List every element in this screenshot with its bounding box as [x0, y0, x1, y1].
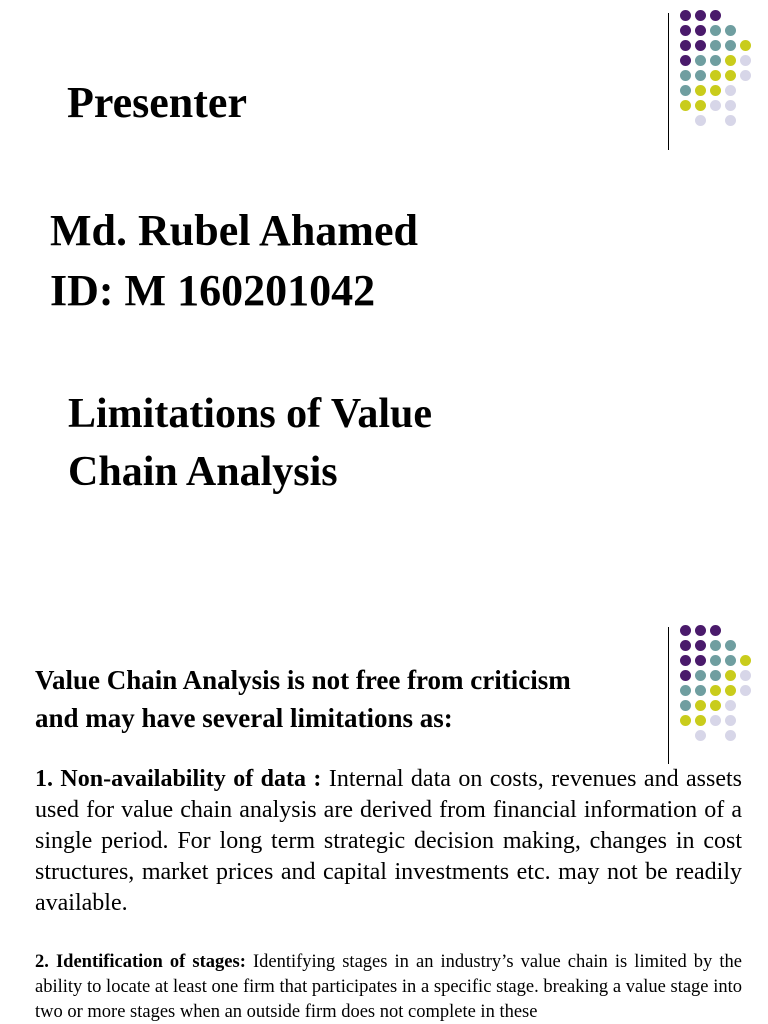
decoration-dot [710, 640, 721, 651]
decoration-dot [740, 55, 751, 66]
intro-line-2: and may have several limitations as: [35, 703, 453, 733]
decoration-dot [710, 40, 721, 51]
decorative-divider [668, 627, 669, 764]
decoration-dot [680, 40, 691, 51]
decoration-dot [680, 670, 691, 681]
decoration-dot [680, 685, 691, 696]
decoration-dot [710, 700, 721, 711]
topic-line-1: Limitations of Value [68, 391, 433, 437]
decoration-dot [680, 10, 691, 21]
limitation-1-text: Internal data on costs, revenues and assets used for value chain analysis are derived from financial information of a single period. For long term strategic decision making, changes in cost structures, market prices and capital investments etc. may not be readily available. [35, 766, 742, 916]
decoration-dot [695, 670, 706, 681]
topic-line-2: Chain Analysis [68, 449, 338, 495]
decoration-dot [725, 115, 736, 126]
decoration-dot [710, 625, 721, 636]
decoration-dot [695, 115, 706, 126]
presenter-id: ID: M 160201042 [50, 266, 376, 315]
decoration-dot [680, 640, 691, 651]
presenter-heading: Presenter [67, 78, 247, 127]
decoration-dot [725, 100, 736, 111]
decoration-dot [680, 625, 691, 636]
presenter-name: Md. Rubel Ahamed [50, 206, 418, 255]
decoration-dot [725, 670, 736, 681]
decoration-dot [725, 25, 736, 36]
decoration-dot [695, 55, 706, 66]
decoration-dot [740, 70, 751, 81]
decoration-dot [695, 625, 706, 636]
limitation-1-label: 1. Non-availability of data : [35, 766, 322, 792]
limitation-item-2 [35, 950, 742, 1024]
decoration-dot [695, 85, 706, 96]
presentation-topic [68, 385, 628, 501]
decoration-dot [725, 685, 736, 696]
decoration-dot [710, 670, 721, 681]
decoration-dot [695, 685, 706, 696]
decoration-dot [725, 715, 736, 726]
decoration-dot [710, 70, 721, 81]
decoration-dot [725, 55, 736, 66]
intro-statement [35, 661, 655, 737]
slide-2 [0, 620, 768, 1024]
decoration-dot [680, 715, 691, 726]
decoration-dot [695, 640, 706, 651]
decoration-dot [740, 40, 751, 51]
decoration-dot [740, 670, 751, 681]
decoration-dot [695, 655, 706, 666]
decorative-divider [668, 13, 669, 150]
decoration-dot [710, 85, 721, 96]
decoration-dot [710, 655, 721, 666]
limitation-item-1 [35, 764, 742, 919]
decoration-dot [680, 100, 691, 111]
intro-line-1: Value Chain Analysis is not free from criticism [35, 665, 571, 695]
decoration-dot [740, 685, 751, 696]
decoration-dot [680, 85, 691, 96]
limitation-2-label: 2. Identification of stages: [35, 952, 246, 972]
decoration-dot [695, 100, 706, 111]
decoration-dot [695, 715, 706, 726]
decoration-dot [710, 715, 721, 726]
decoration-dot [695, 730, 706, 741]
decoration-dot [710, 25, 721, 36]
limitation-2-text: Identifying stages in an industry’s value chain is limited by the ability to locate at least one firm that participates in a specific stage. breaking a value stage into two or more stages when an outside firm does not complete in these [35, 952, 742, 1022]
decoration-dot [680, 70, 691, 81]
decoration-dot [710, 685, 721, 696]
decoration-dot [695, 700, 706, 711]
decoration-dot [680, 25, 691, 36]
decoration-dot [725, 85, 736, 96]
decoration-dot [725, 655, 736, 666]
decoration-dot [740, 655, 751, 666]
decoration-dot [725, 70, 736, 81]
decoration-dot [680, 700, 691, 711]
decoration-dot [695, 70, 706, 81]
decoration-dot [710, 55, 721, 66]
decoration-dot [725, 40, 736, 51]
decoration-dot [680, 55, 691, 66]
decoration-dot [680, 655, 691, 666]
decoration-dot [725, 640, 736, 651]
decoration-dot [710, 10, 721, 21]
decoration-dot [695, 25, 706, 36]
decoration-dot [695, 40, 706, 51]
decoration-dot [725, 730, 736, 741]
decoration-dot [710, 100, 721, 111]
decoration-dot [725, 700, 736, 711]
decoration-dot [695, 10, 706, 21]
